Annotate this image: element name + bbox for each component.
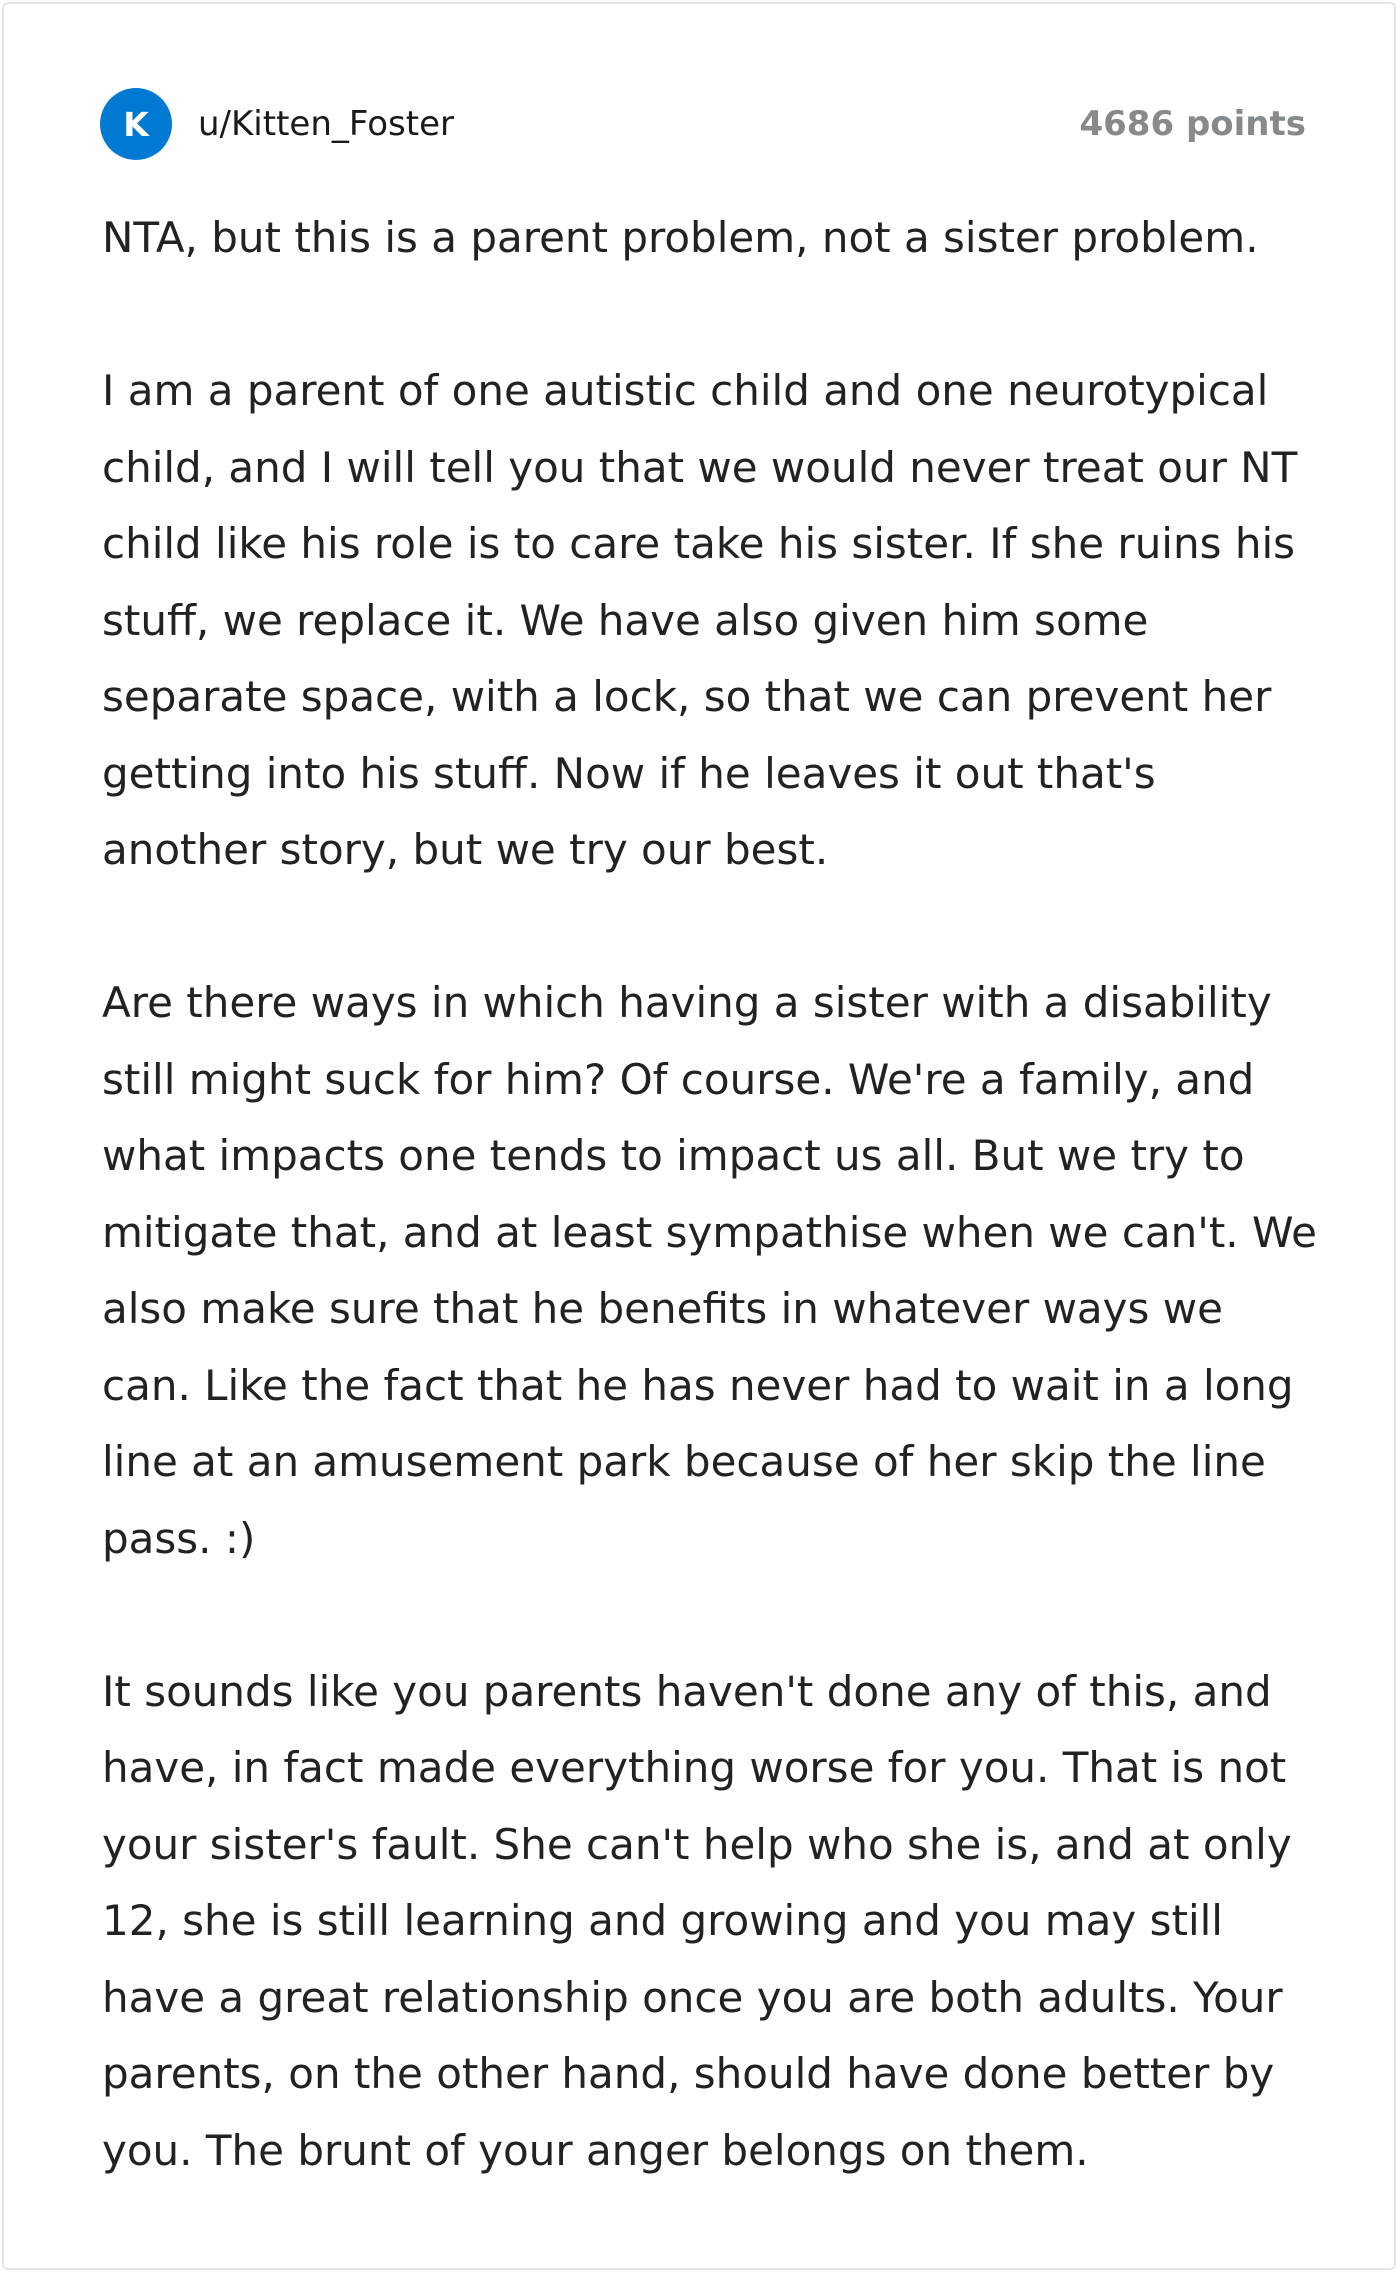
comment-paragraph: It sounds like you parents haven't done any of this, and have, in fact made everything worse for you. That is not your sister's fault. She can't help who she is, and at only 12, she is still learning and growing and you may still have a great relationship once you are both adults. Your parents, on the other hand, should have done better by you. The brunt of your anger belongs on them. xyxy=(102,1666,1292,2175)
comment-paragraph: NTA, but this is a parent problem, not a sister problem. xyxy=(102,213,1259,262)
comment-card xyxy=(2,2,1396,2270)
comment-paragraph: Are there ways in which having a sister with a disability still might suck for him? Of course. We're a family, and what impacts one tends to impact us all. But we try to mitigate that, and at least sympathise when we can't. We also make sure that he benefits in whatever ways we can. Like the fact that he has never had to wait in a long line at an amusement park because of her skip the line pass. :) xyxy=(102,978,1317,1563)
points-count: 4686 points xyxy=(1079,104,1306,144)
avatar[interactable]: K xyxy=(100,88,172,160)
comment-header xyxy=(100,88,1306,160)
comment-paragraph: I am a parent of one autistic child and one neurotypical child, and I will tell you that we would never treat our NT child like his role is to care take his sister. If she ruins his stuff, we replace it. We have also given him some separate space, with a lock, so that we can prevent her getting into his stuff. Now if he leaves it out that's another story, but we try our best. xyxy=(102,366,1298,874)
comment-body xyxy=(102,200,1324,2189)
username-link[interactable]: u/Kitten_Foster xyxy=(198,104,454,144)
